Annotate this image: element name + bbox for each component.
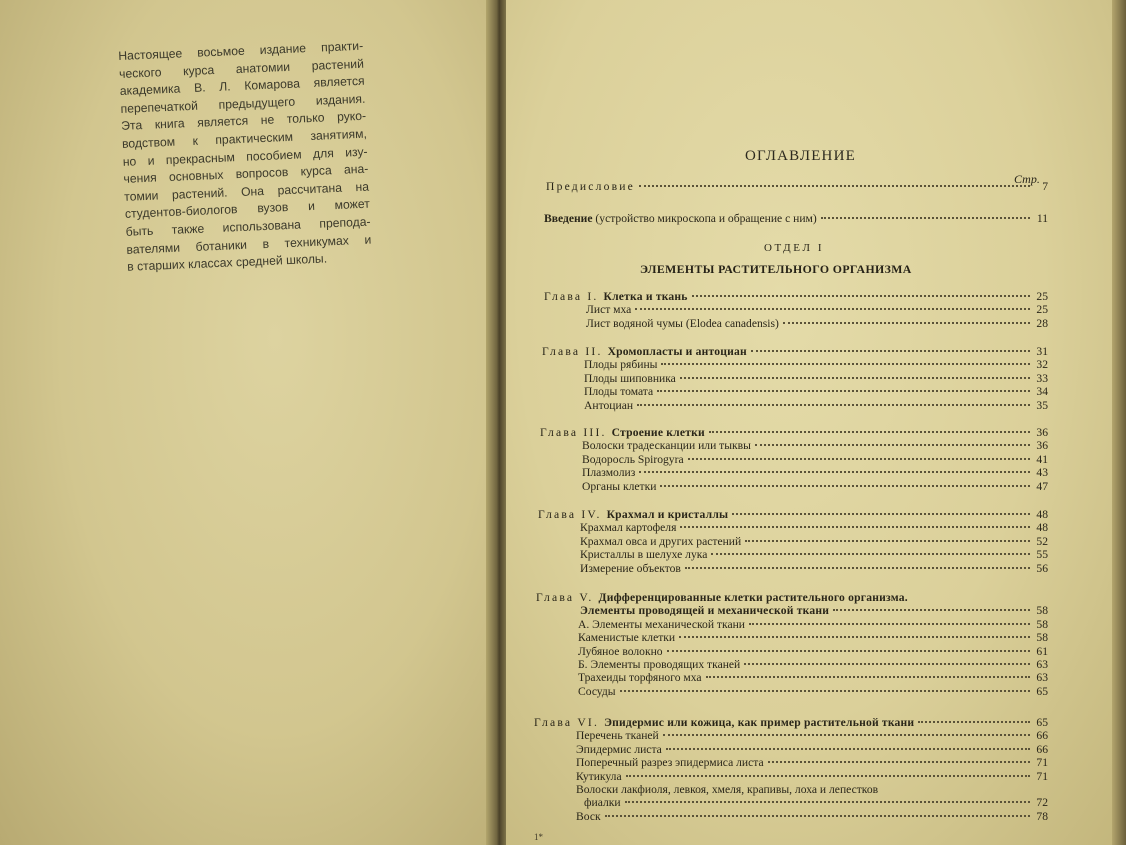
toc-item [576,743,1048,756]
leader-dots [625,800,1030,803]
item-label: Кристаллы в шелухе лука [580,548,708,562]
item-label: Волоски традесканции или тыквы [582,439,751,453]
leader-dots [692,294,1030,297]
leader-dots [745,539,1030,542]
intro-rest: (устройство микроскопа и обращение с ним) [592,212,817,225]
entry-page: 31 [1036,345,1048,358]
item-label: Сосуды [578,684,616,698]
item-label: Органы клетки [582,479,657,493]
note-line: чения основных вопросов курса ана- [123,161,369,187]
toc-item [578,685,1048,698]
leader-dots [660,484,1030,487]
leader-dots [679,635,1030,638]
item-label: Плоды томата [584,385,654,399]
leader-dots [918,720,1030,723]
entry-page: 66 [1036,729,1048,743]
toc-item [580,521,1048,534]
chapter-title: Клетка и ткань [603,290,688,303]
publisher-note [118,38,372,277]
chapter-label [542,345,747,358]
leader-dots [680,376,1030,379]
toc-item [576,756,1048,769]
item-label: Трахеиды торфяного мха [578,671,702,685]
item-label: Водоросль Spirogyra [582,452,684,466]
entry-page: 71 [1036,769,1048,783]
leader-dots [821,216,1030,219]
page-column-heading: Стр. [1014,172,1040,186]
toc-item [586,303,1048,316]
chapter-label [540,426,705,439]
leader-dots [768,760,1030,763]
leader-dots [635,307,1030,310]
item-label: Измерение объектов [580,561,681,575]
item-label: Крахмал овса и других растений [580,534,742,548]
item-label: Крахмал картофеля [580,521,677,535]
toc-title: ОГЛАВЛЕНИЕ [745,148,856,164]
toc-item-continued [584,796,1048,809]
item-label: Каменистые клетки [578,631,676,645]
entry-page: 58 [1036,617,1048,631]
chapter-title: Строение клетки [611,426,705,439]
entry-page: 72 [1036,796,1048,810]
item-label: А. Элементы механической ткани [578,617,746,631]
entry-page: 65 [1036,684,1048,698]
entry-page: 32 [1036,358,1048,372]
item-label: Воск [576,809,601,823]
intro-label: Введение [544,212,593,225]
entry-page: 56 [1036,561,1048,575]
toc-item [580,548,1048,561]
leader-dots [749,622,1030,625]
entry-page: 36 [1036,426,1048,439]
chapter-title: Эпидермис или кожица, как пример растительной ткани [604,716,915,729]
item-label: Эпидермис листа [576,742,662,756]
entry-page: 61 [1036,644,1048,658]
chapter-label [536,591,908,604]
leader-dots [639,470,1030,473]
leader-dots [688,457,1030,460]
leader-dots [620,689,1030,692]
item-label: Перечень тканей [576,729,659,743]
leader-dots [657,389,1030,392]
chapter-label [544,290,688,303]
entry-label [544,212,817,225]
toc-item [582,480,1048,493]
note-line: но и прекрасным пособием для изу- [122,144,368,169]
note-line: быть также использована препода- [125,214,371,239]
entry-page: 78 [1036,809,1048,823]
toc-item [576,729,1048,742]
leader-dots [667,649,1030,652]
leader-dots [711,552,1030,555]
leader-dots [666,747,1030,750]
section-title: ЭЛЕМЕНТЫ РАСТИТЕЛЬНОГО ОРГАНИЗМА [640,262,912,276]
toc-item [586,317,1048,330]
note-line: перепечаткой предыдущего издания. [120,91,366,116]
entry-page: 48 [1036,521,1048,535]
toc-entry-intro [544,212,1048,225]
entry-page: 63 [1036,671,1048,685]
entry-page: 65 [1036,716,1048,729]
toc-item [582,453,1048,466]
entry-page: 34 [1036,385,1048,399]
entry-page: 52 [1036,534,1048,548]
toc-item [582,439,1048,452]
leader-dots [755,443,1030,446]
toc-item [584,372,1048,385]
toc-chapter [540,426,1048,439]
toc-item [580,562,1048,575]
leader-dots [663,733,1030,736]
toc-item [584,399,1048,412]
note-line: Настоящее восьмое издание практи- [118,38,364,63]
leader-dots [605,814,1030,817]
leader-dots [626,774,1030,777]
item-label: Кутикула [576,769,622,783]
chapter-label [538,508,728,521]
item-label: Лист мха [586,303,632,317]
leader-dots [709,430,1030,433]
item-label: Плоды шиповника [584,371,676,385]
toc-item [578,671,1048,684]
note-line: студентов-биологов вузов и может [124,196,371,222]
note-line: ческого курса анатомии растений [118,56,365,81]
chapter-prefix: Глава V. [536,591,594,604]
note-line: Эта книга является не только руко- [120,109,367,134]
leader-dots [637,403,1030,406]
toc-item [576,770,1048,783]
leader-dots [639,184,1030,187]
toc-chapter [534,716,1048,729]
leader-dots [661,362,1030,365]
note-line: академика В. Л. Комарова является [119,73,365,99]
entry-page: 28 [1036,316,1048,330]
section-label: ОТДЕЛ I [764,242,825,254]
toc-item [578,618,1048,631]
entry-page: 58 [1036,631,1048,645]
entry-page: 7 [1042,180,1048,193]
entry-page: 48 [1036,508,1048,521]
leader-dots [744,662,1030,665]
toc-entry-preface [546,180,1048,193]
entry-page: 43 [1036,466,1048,480]
entry-page: 11 [1036,212,1048,225]
note-line: вателями ботаники в техникумах и [126,232,372,257]
item-label-line2: фиалки [584,796,621,810]
note-line: водством к практическим занятиям, [121,126,368,151]
item-label: Плазмолиз [582,466,636,480]
entry-page: 35 [1036,398,1048,412]
chapter-prefix: Глава IV. [538,508,602,521]
leader-dots [783,321,1030,324]
entry-page: 36 [1036,439,1048,453]
toc-chapter [538,508,1048,521]
chapter-title-line2: Элементы проводящей и механической ткани [580,604,830,618]
entry-page: 25 [1036,290,1048,303]
page-edge [1112,0,1126,845]
entry-page: 33 [1036,371,1048,385]
toc-item [578,658,1048,671]
entry-label: Предисловие [546,180,636,193]
leader-dots [680,525,1030,528]
chapter-title: Крахмал и кристаллы [606,508,729,521]
toc-chapter [536,591,1048,604]
note-line: томии растений. Она рассчитана на [123,179,370,204]
leader-dots [706,675,1030,678]
item-label: Плоды рябины [584,358,658,372]
toc-chapter [544,290,1048,303]
leader-dots [685,566,1030,569]
entry-page: 71 [1036,756,1048,770]
entry-page: 25 [1036,303,1048,317]
note-line: в старших классах средней школы. [126,251,328,274]
chapter-prefix: Глава I. [544,290,599,303]
chapter-prefix: Глава II. [542,345,603,358]
item-label: Поперечный разрез эпидермиса листа [576,756,764,770]
item-label: Волоски лакфиоля, левкоя, хмеля, крапивы, лоха и лепестков [576,783,879,796]
item-label: Лист водяной чумы (Elodea canadensis) [586,316,779,330]
chapter-title: Дифференцированные клетки растительного организма. [598,591,908,604]
signature-mark: 1* [534,832,543,842]
toc-item [582,466,1048,479]
entry-page: 41 [1036,452,1048,466]
toc-item [576,783,1048,796]
entry-page: 58 [1036,604,1048,618]
item-label: Антоциан [584,398,634,412]
entry-page: 63 [1036,658,1048,671]
toc-item [576,810,1048,823]
chapter-prefix: Глава VI. [534,716,600,729]
leader-dots [751,349,1030,352]
toc-chapter-continued [580,604,1048,617]
toc-chapter [542,345,1048,358]
item-label: Лубяное волокно [578,644,663,658]
item-label: Б. Элементы проводящих тканей [578,658,741,671]
chapter-label [534,716,914,729]
chapter-prefix: Глава III. [540,426,607,439]
leader-dots [833,608,1030,611]
chapter-title: Хромопласты и антоциан [607,345,747,358]
toc-item [584,358,1048,371]
toc-item [580,535,1048,548]
toc-item [578,631,1048,644]
toc-item [578,645,1048,658]
toc-item [584,385,1048,398]
entry-page: 66 [1036,742,1048,756]
leader-dots [732,512,1030,515]
entry-page: 47 [1036,479,1048,493]
entry-page: 55 [1036,548,1048,562]
